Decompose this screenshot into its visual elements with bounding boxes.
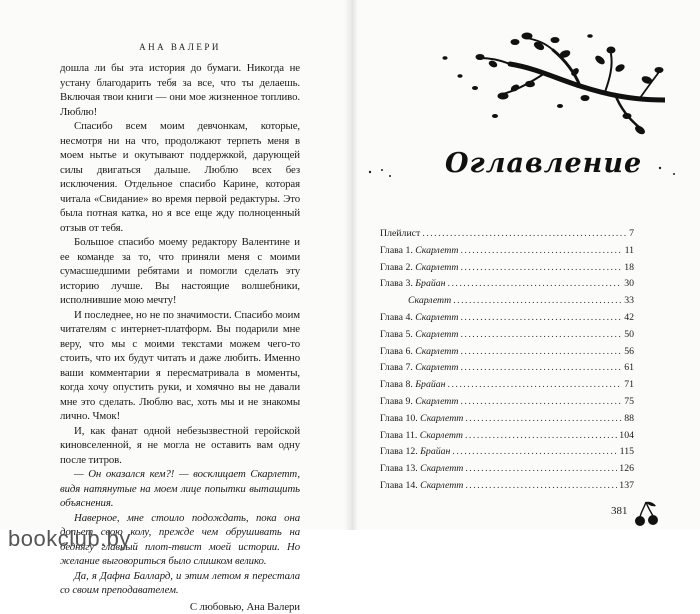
toc-chapter-number: Глава 3. — [380, 278, 415, 289]
toc-chapter-number: Глава 13. — [380, 463, 420, 474]
toc-leader-dots — [452, 444, 617, 461]
toc-page-number: 88 — [624, 411, 634, 428]
table-of-contents — [380, 226, 634, 495]
toc-page-number: 137 — [619, 478, 634, 495]
toc-entry[interactable] — [380, 293, 634, 310]
toc-entry-label — [380, 327, 458, 344]
book-gutter — [344, 0, 358, 530]
toc-chapter-narrator: Брайан — [415, 278, 445, 289]
toc-chapter-narrator: Скарлетт — [415, 396, 458, 407]
toc-chapter-number: Глава 4. — [380, 312, 415, 323]
toc-entry-label — [380, 310, 458, 327]
paragraph: — Он оказался кем?! — восклицает Скарлетт, видя натянутые на моем лице попытки вытащить объяснения. — [60, 467, 300, 511]
paragraph: Наверное, мне стоило подождать, пока она допьет свою колу, прежде чем обрушивать на беднягу главный плот-твист моей истории. Но желание выговориться было слишком велико. — [60, 511, 300, 569]
toc-chapter-narrator: Брайан — [415, 379, 445, 390]
toc-chapter-narrator: Скарлетт — [415, 312, 458, 323]
toc-chapter-number: Глава 11. — [380, 430, 420, 441]
toc-chapter-narrator: Скарлетт — [415, 362, 458, 373]
toc-page-number: 11 — [625, 243, 634, 260]
toc-page-number: 75 — [624, 394, 634, 411]
toc-leader-dots — [460, 344, 622, 361]
toc-chapter-narrator: Скарлетт — [415, 346, 458, 357]
tree-branch-illustration — [415, 28, 665, 148]
toc-entry[interactable] — [380, 327, 634, 344]
toc-page-number: 115 — [620, 444, 634, 461]
toc-chapter-number: Глава 9. — [380, 396, 415, 407]
toc-entry[interactable] — [380, 461, 634, 478]
toc-chapter-number: Глава 5. — [380, 329, 415, 340]
toc-entry[interactable] — [380, 428, 634, 445]
toc-page-number: 126 — [619, 461, 634, 478]
toc-chapter-narrator: Скарлетт — [420, 480, 463, 491]
toc-chapter-number: Глава 14. — [380, 480, 420, 491]
toc-entry-label — [380, 276, 446, 293]
toc-leader-dots — [448, 377, 623, 394]
toc-entry[interactable] — [380, 344, 634, 361]
site-watermark: bookclub.by — [8, 526, 131, 552]
toc-entry[interactable] — [380, 444, 634, 461]
toc-chapter-number: Плейлист — [380, 228, 420, 239]
toc-entry-label — [380, 444, 450, 461]
page-number: 381 — [611, 505, 628, 517]
toc-chapter-number: Глава 6. — [380, 346, 415, 357]
toc-page-number: 18 — [624, 260, 634, 277]
toc-entry-label — [380, 243, 458, 260]
paragraph: И, как фанат одной небезызвестной геройской киновселенной, я не могла не оставить вам одну после титров. — [60, 424, 300, 468]
toc-leader-dots — [460, 394, 622, 411]
toc-entry-label — [380, 478, 463, 495]
toc-chapter-narrator: Скарлетт — [420, 463, 463, 474]
toc-chapter-narrator: Скарлетт — [415, 262, 458, 273]
toc-chapter-narrator: Скарлетт — [415, 245, 458, 256]
paragraph: Большое спасибо моему редактору Валентине и ее команде за то, что приняли меня с моими сумасшедшими ребятами и помогли сделать эту историю лучше. Вы настоящие волшебники, исполнившие мою мечту! — [60, 235, 300, 308]
toc-page-number: 71 — [624, 377, 634, 394]
toc-chapter-narrator: Скарлетт — [408, 295, 451, 306]
toc-entry-label — [380, 428, 463, 445]
signature: С любовью, Ана Валери — [60, 600, 300, 614]
toc-entry[interactable] — [380, 411, 634, 428]
paragraph: И последнее, но не по значимости. Спасибо моим читателям с интернет-платформ. Вы подарили мне веру, что мы с моими текстами можем чего-то стоить, что их будут читать и даже любить. Именно ваши комментарии я пересматривала в моменты, когда хочу опустить руки, и хомячно вы не давали мне это сделать. Люблю вас, хоть мы и не знакомы лично. Чмок! — [60, 308, 300, 424]
toc-entry-label — [380, 360, 458, 377]
toc-chapter-number: Глава 10. — [380, 413, 420, 424]
toc-chapter-number: Глава 2. — [380, 262, 415, 273]
toc-chapter-number: Глава 12. — [380, 446, 420, 457]
toc-leader-dots — [460, 327, 622, 344]
toc-entry-label — [380, 226, 420, 243]
toc-page-number: 61 — [624, 360, 634, 377]
toc-leader-dots — [422, 226, 627, 243]
toc-leader-dots — [460, 243, 622, 260]
toc-entry[interactable] — [380, 360, 634, 377]
toc-entry-label — [380, 260, 458, 277]
toc-leader-dots — [460, 310, 622, 327]
toc-leader-dots — [465, 428, 617, 445]
paragraph: Да, я Дафна Баллард, и этим летом я перестала со своим преподавателем. — [60, 569, 300, 598]
toc-entry[interactable] — [380, 260, 634, 277]
toc-entry[interactable] — [380, 310, 634, 327]
toc-entry-label — [380, 293, 451, 310]
toc-chapter-narrator: Скарлетт — [415, 329, 458, 340]
toc-chapter-number: Глава 7. — [380, 362, 415, 373]
toc-page-number: 30 — [624, 276, 634, 293]
toc-chapter-number: Глава 1. — [380, 245, 415, 256]
toc-page-number: 50 — [624, 327, 634, 344]
running-head: АНА ВАЛЕРИ — [60, 42, 300, 52]
toc-chapter-narrator: Брайан — [420, 446, 450, 457]
toc-entry[interactable] — [380, 394, 634, 411]
paragraph: дошла ли бы эта история до бумаги. Никогда не устану благодарить тебя за все, что ты делаешь. Включая твои книги — они мое жизненное топливо. Люблю! — [60, 61, 300, 119]
toc-page-number: 7 — [629, 226, 634, 243]
toc-entry[interactable] — [380, 478, 634, 495]
toc-entry[interactable] — [380, 377, 634, 394]
toc-chapter-narrator: Скарлетт — [420, 430, 463, 441]
toc-entry-label — [380, 344, 458, 361]
toc-entry-label — [380, 377, 446, 394]
toc-page-number: 56 — [624, 344, 634, 361]
toc-page-number: 33 — [624, 293, 634, 310]
toc-leader-dots — [453, 293, 622, 310]
toc-page-number: 42 — [624, 310, 634, 327]
paragraph: Спасибо всем моим девчонкам, которые, несмотря ни на что, продолжают терпеть меня в моем нытье и окутывают поддержкой, дарующей силы двигаться дальше. Люблю всех без исключения. Отдельное спасибо Карине, которая читала «Свидание» во время первой редактуры. Это была потная катка, но я все еще жду полноценный отзыв от тебя. — [60, 119, 300, 235]
toc-entry[interactable] — [380, 243, 634, 260]
toc-entry[interactable] — [380, 226, 634, 243]
toc-leader-dots — [460, 260, 622, 277]
toc-leader-dots — [460, 360, 622, 377]
toc-leader-dots — [465, 478, 617, 495]
toc-entry-label — [380, 461, 463, 478]
toc-page-number: 104 — [619, 428, 634, 445]
cherry-icon — [634, 500, 660, 528]
toc-leader-dots — [465, 461, 617, 478]
toc-title: Оглавление — [445, 148, 630, 179]
toc-chapter-number: Глава 8. — [380, 379, 415, 390]
toc-entry-label — [380, 411, 463, 428]
toc-chapter-narrator: Скарлетт — [420, 413, 463, 424]
toc-entry-label — [380, 394, 458, 411]
toc-leader-dots — [465, 411, 622, 428]
toc-leader-dots — [448, 276, 623, 293]
toc-entry[interactable] — [380, 276, 634, 293]
